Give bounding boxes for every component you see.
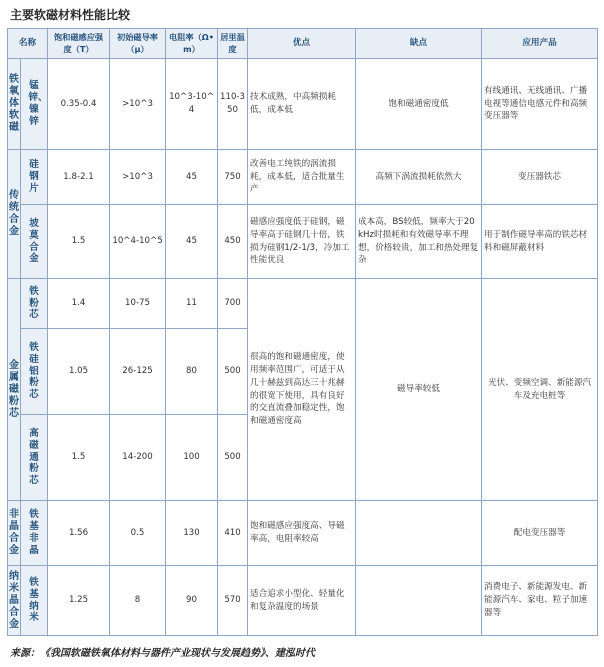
table-row (8, 501, 598, 566)
cell-permeability: 10^4-10^5 (110, 205, 166, 279)
cell-permeability: 0.5 (110, 501, 166, 566)
cell-permeability: 10-75 (110, 279, 166, 329)
material-name: 铁粉芯 (21, 279, 48, 329)
cell-pros: 饱和磁感应强度高、导磁率高，电阻率较高 (248, 501, 356, 566)
cell-resistivity: 45 (166, 150, 218, 205)
cell-saturation: 1.05 (48, 329, 110, 415)
cell-curie-temp: 750 (218, 150, 248, 205)
header-pros: 优点 (248, 29, 356, 59)
material-name: 铁基纳米 (21, 566, 48, 636)
cell-curie-temp: 500 (218, 329, 248, 415)
cell-curie-temp: 700 (218, 279, 248, 329)
cell-pros: 改善电工纯铁的涡流损耗，成本低，适合批量生产 (248, 150, 356, 205)
cell-curie-temp: 410 (218, 501, 248, 566)
header-name: 名称 (8, 29, 48, 59)
source-note: 来源：《我国软磁铁氧体材料与器件产业现状与发展趋势》、建泓时代 (10, 648, 315, 659)
material-name: 铁硅铝粉芯 (21, 329, 48, 415)
cell-permeability: 8 (110, 566, 166, 636)
cell-resistivity: 130 (166, 501, 218, 566)
cell-cons (356, 501, 482, 566)
category-powder-core: 金属磁粉芯 (8, 279, 21, 501)
cell-resistivity: 80 (166, 329, 218, 415)
material-name: 硅钢片 (21, 150, 48, 205)
cell-permeability: >10^3 (110, 59, 166, 150)
category-nanocrystalline: 纳米晶合金 (8, 566, 21, 636)
cell-applications: 用于制作磁导率高的铁芯材料和磁屏蔽材料 (482, 205, 598, 279)
cell-curie-temp: 500 (218, 415, 248, 501)
cell-applications: 有线通讯、无线通讯、广播电视等通信电感元件和高频变压器等 (482, 59, 598, 150)
cell-applications: 光伏、变频空调、新能源汽车及充电桩等 (482, 279, 598, 501)
cell-permeability: 14-200 (110, 415, 166, 501)
cell-applications: 配电变压器等 (482, 501, 598, 566)
table-row (8, 59, 598, 150)
cell-cons (356, 566, 482, 636)
cell-applications: 消费电子、新能源发电、新能源汽车、家电、粒子加速器等 (482, 566, 598, 636)
table-title: 主要软磁材料性能比较 (10, 8, 131, 22)
material-name: 锰锌、镍锌 (21, 59, 48, 150)
comparison-table (7, 28, 598, 636)
material-name: 坡莫合金 (21, 205, 48, 279)
cell-cons: 磁导率较低 (356, 279, 482, 501)
cell-curie-temp: 110-350 (218, 59, 248, 150)
cell-cons: 高频下涡流损耗依然大 (356, 150, 482, 205)
cell-cons: 饱和磁通密度低 (356, 59, 482, 150)
table-row (8, 279, 598, 329)
header-cons: 缺点 (356, 29, 482, 59)
category-ferrite: 铁氧体软磁 (8, 59, 21, 150)
cell-pros: 技术成熟，中高频损耗低，成本低 (248, 59, 356, 150)
cell-applications: 变压器铁芯 (482, 150, 598, 205)
header-curie-temp: 居里温度 (218, 29, 248, 59)
cell-saturation: 1.5 (48, 205, 110, 279)
cell-pros: 磁感应强度低于硅钢，磁导率高于硅钢几十倍，铁损为硅钢1/2-1/3，冷加工性能优良 (248, 205, 356, 279)
header-row (8, 29, 598, 59)
cell-saturation: 1.5 (48, 415, 110, 501)
cell-resistivity: 90 (166, 566, 218, 636)
cell-resistivity: 10^3-10^4 (166, 59, 218, 150)
cell-pros: 适合追求小型化、轻量化和复杂温度的场景 (248, 566, 356, 636)
cell-saturation: 1.4 (48, 279, 110, 329)
cell-resistivity: 100 (166, 415, 218, 501)
table-row (8, 566, 598, 636)
cell-saturation: 1.25 (48, 566, 110, 636)
category-amorphous: 非晶合金 (8, 501, 21, 566)
material-name: 高磁通粉芯 (21, 415, 48, 501)
cell-resistivity: 11 (166, 279, 218, 329)
cell-curie-temp: 450 (218, 205, 248, 279)
header-applications: 应用产品 (482, 29, 598, 59)
table-row (8, 150, 598, 205)
header-saturation: 饱和磁感应强度（T） (48, 29, 110, 59)
cell-cons: 成本高，BS较低，频率大于20kHz时损耗和有效磁导率不理想，价格较贵，加工和热处理复杂 (356, 205, 482, 279)
cell-pros: 很高的饱和磁通密度，使用频率范围广，可适于从几十赫兹到高达三十兆赫的很宽下使用，具有良好的交直流叠加稳定性，饱和磁通密度高 (248, 279, 356, 501)
header-resistivity: 电阻率（Ω•m） (166, 29, 218, 59)
cell-curie-temp: 570 (218, 566, 248, 636)
table-row (8, 205, 598, 279)
cell-saturation: 1.8-2.1 (48, 150, 110, 205)
cell-saturation: 1.56 (48, 501, 110, 566)
material-name: 铁基非晶 (21, 501, 48, 566)
cell-resistivity: 45 (166, 205, 218, 279)
cell-saturation: 0.35-0.4 (48, 59, 110, 150)
cell-permeability: >10^3 (110, 150, 166, 205)
header-permeability: 初始磁导率（μ） (110, 29, 166, 59)
category-traditional: 传统合金 (8, 150, 21, 279)
cell-permeability: 26-125 (110, 329, 166, 415)
